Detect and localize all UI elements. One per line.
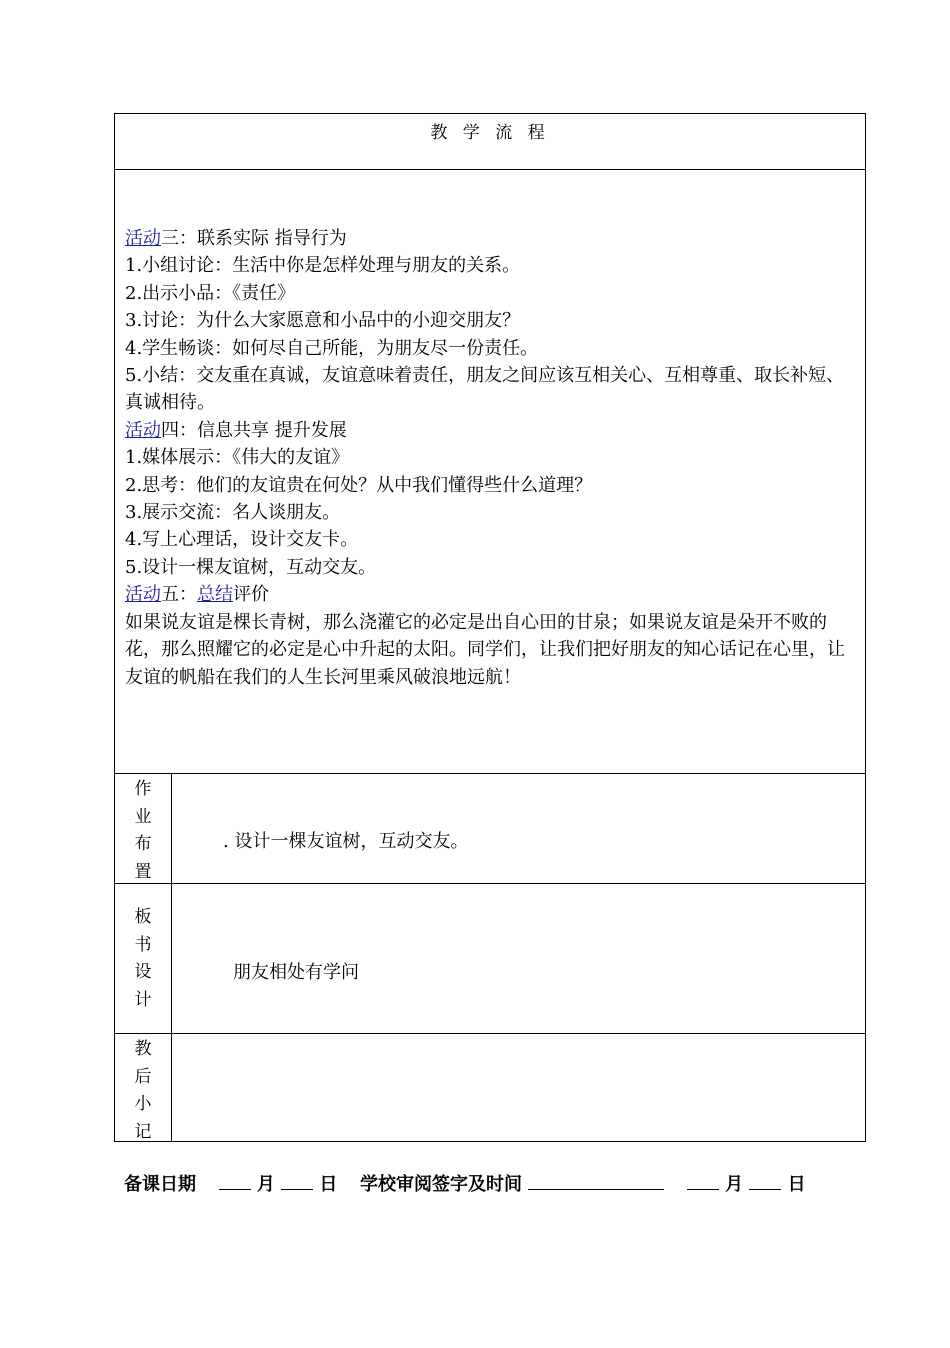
prep-month-blank xyxy=(219,1171,251,1190)
post-lesson-notes-row xyxy=(115,1034,865,1141)
lesson-table xyxy=(114,113,866,1142)
post-lesson-notes-label xyxy=(115,1034,172,1141)
table-header-title: 教 学 流 程 xyxy=(430,123,550,143)
activity4-link[interactable]: 活动 xyxy=(125,419,161,441)
notes-label-char: 记 xyxy=(134,1121,152,1142)
activity4-item-1: 1.媒体展示：《伟大的友谊》 xyxy=(125,447,350,469)
prep-day-blank xyxy=(281,1171,313,1190)
teaching-process-content xyxy=(125,225,859,691)
activity4-heading-text: 四：信息共享 提升发展 xyxy=(161,419,347,441)
activity5-paragraph: 如果说友谊是棵长青树，那么浇灌它的必定是出自心田的甘泉；如果说友谊是朵开不败的花，那么照耀它的必定是心中升起的太阳。同学们，让我们把好朋友的知心话记在心里，让友谊的帆船在我们的人生长河里乘风破浪地远航！ xyxy=(125,611,845,688)
activity3-link[interactable]: 活动 xyxy=(125,228,161,249)
board-label-char: 计 xyxy=(134,989,152,1010)
board-label-char: 书 xyxy=(134,934,152,955)
activity3-heading-text: 三：联系实际 指导行为 xyxy=(161,228,347,249)
homework-label-char: 业 xyxy=(134,806,152,827)
review-signature-blank xyxy=(528,1171,664,1190)
activity5-summary-link[interactable]: 总结 xyxy=(197,584,233,606)
board-design-label xyxy=(115,884,172,1033)
homework-label-char: 作 xyxy=(134,779,152,799)
prep-month-label: 月 xyxy=(256,1174,275,1195)
notes-label-char: 小 xyxy=(134,1094,152,1114)
activity5-link[interactable]: 活动 xyxy=(125,584,161,606)
notes-label-char: 后 xyxy=(134,1066,152,1087)
activity4-heading xyxy=(125,417,859,444)
homework-label-char: 置 xyxy=(134,861,152,882)
activity5-heading xyxy=(125,581,859,608)
review-month-blank xyxy=(687,1171,719,1190)
homework-row xyxy=(115,774,865,884)
prep-date-label: 备课日期 xyxy=(124,1174,196,1195)
board-label-char: 板 xyxy=(134,907,152,927)
board-design-row xyxy=(115,884,865,1034)
homework-label-char: 布 xyxy=(134,834,152,854)
teaching-process-row xyxy=(115,170,865,774)
notes-label-char: 教 xyxy=(134,1039,152,1059)
activity3-heading xyxy=(125,225,859,252)
review-day-label: 日 xyxy=(787,1174,806,1195)
board-design-text: 朋友相处有学问 xyxy=(233,962,359,983)
review-month-label: 月 xyxy=(725,1174,744,1195)
activity5-heading-text: 评价 xyxy=(233,584,269,606)
board-label-char: 设 xyxy=(134,962,152,982)
activity3-item-2: 2.出示小品：《责任》 xyxy=(125,282,296,304)
activity3-item-4: 4.学生畅谈：如何尽自己所能，为朋友尽一份责任。 xyxy=(125,337,539,359)
activity4-item-5: 5.设计一棵友谊树，互动交友。 xyxy=(125,556,377,578)
review-day-blank xyxy=(749,1171,781,1190)
table-header-row xyxy=(115,114,865,170)
activity4-item-2: 2.思考：他们的友谊贵在何处？从中我们懂得些什么道理？ xyxy=(125,474,593,496)
activity3-item-3: 3.讨论：为什么大家愿意和小品中的小迎交朋友？ xyxy=(125,310,521,332)
review-signature-label: 学校审阅签字及时间 xyxy=(359,1174,522,1195)
activity3-item-1: 1.小组讨论：生活中你是怎样处理与朋友的关系。 xyxy=(125,255,521,277)
prep-day-label: 日 xyxy=(319,1174,338,1195)
activity4-item-3: 3.展示交流：名人谈朋友。 xyxy=(125,502,341,524)
activity4-item-4: 4.写上心理话，设计交友卡。 xyxy=(125,529,359,551)
homework-text: . 设计一棵友谊树，互动交友。 xyxy=(223,831,469,852)
activity3-item-5: 5.小结：交友重在真诚，友谊意味着责任，朋友之间应该互相关心、互相尊重、取长补短、真诚相待。 xyxy=(125,365,845,414)
activity5-heading-mid: 五： xyxy=(161,584,197,606)
homework-label xyxy=(115,774,172,883)
footer-signature-line xyxy=(124,1170,806,1196)
